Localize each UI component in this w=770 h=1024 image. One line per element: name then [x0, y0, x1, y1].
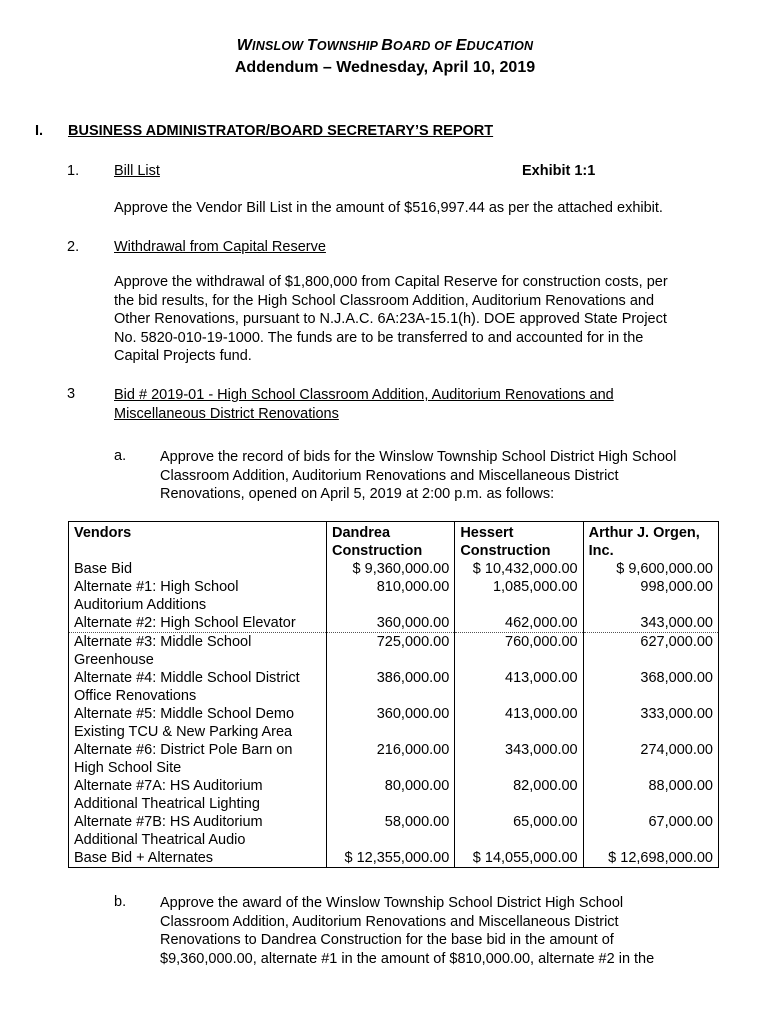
- cell-value: $ 9,600,000.00: [583, 560, 718, 578]
- item-1-exhibit: Exhibit 1:1: [522, 163, 596, 179]
- cell-value: 360,000.00: [327, 705, 455, 741]
- cell-value: 58,000.00: [327, 813, 455, 849]
- cell-value: 274,000.00: [583, 741, 718, 777]
- item-2-heading: Withdrawal from Capital Reserve: [114, 239, 326, 255]
- cell-value: 80,000.00: [327, 777, 455, 813]
- table-row: [69, 813, 719, 849]
- section-title: BUSINESS ADMINISTRATOR/BOARD SECRETARY’S REPORT: [68, 123, 494, 139]
- row-label: Base Bid: [69, 560, 327, 578]
- item-2-number: 2.: [67, 239, 80, 255]
- cell-value: $ 14,055,000.00: [455, 849, 583, 868]
- item-1-number: 1.: [67, 163, 80, 179]
- item-2-text: Approve the withdrawal of $1,800,000 from Capital Reserve for construction costs, per the bid results, for the High School Classroom Addition, Auditorium Renovations and Other Renovations, pursuant to N.J.A.C. 6A:23A-15.1(h). DOE approved State Project No. 5820-010-19-1000. The funds are to be transferred to and accounted for in the Capital Projects fund.: [114, 274, 668, 364]
- cell-value: $ 9,360,000.00: [327, 560, 455, 578]
- cell-value: 88,000.00: [583, 777, 718, 813]
- cell-value: 627,000.00: [583, 633, 718, 670]
- header-dandrea: Dandrea Construction: [327, 522, 455, 561]
- row-label: Alternate #1: High School Auditorium Additions: [69, 578, 327, 614]
- table-header-row: [69, 522, 719, 561]
- cell-value: 360,000.00: [327, 614, 455, 633]
- header-orgen: Arthur J. Orgen, Inc.: [583, 522, 718, 561]
- row-label: Alternate #7B: HS Auditorium Additional Theatrical Audio: [69, 813, 327, 849]
- item-3-heading: Bid # 2019-01 - High School Classroom Addition, Auditorium Renovations and Miscellaneous District Renovations: [114, 387, 614, 422]
- item-3a-text: Approve the record of bids for the Winslow Township School District High School Classroom Addition, Auditorium Renovations and Miscellaneous District Renovations, opened on April 5, 2019 at 2:00 p.m. as follows:: [160, 449, 677, 502]
- row-label: Alternate #3: Middle School Greenhouse: [69, 633, 327, 670]
- cell-value: 65,000.00: [455, 813, 583, 849]
- cell-value: $ 12,698,000.00: [583, 849, 718, 868]
- header-vendors: Vendors: [69, 522, 327, 561]
- row-label: Alternate #4: Middle School District Office Renovations: [69, 669, 327, 705]
- cell-value: 413,000.00: [455, 669, 583, 705]
- cell-value: 725,000.00: [327, 633, 455, 670]
- table-row: [69, 705, 719, 741]
- item-3b-letter: b.: [114, 894, 127, 910]
- cell-value: 343,000.00: [583, 614, 718, 633]
- item-1-heading: Bill List: [114, 163, 160, 179]
- table-total-row: [69, 849, 719, 868]
- item-3-number: 3: [67, 386, 76, 402]
- cell-value: 810,000.00: [327, 578, 455, 614]
- document-title: WINSLOW TOWNSHIP BOARD OF EDUCATION: [236, 37, 534, 54]
- cell-value: 1,085,000.00: [455, 578, 583, 614]
- row-label: Base Bid + Alternates: [69, 849, 327, 868]
- bid-results-table: [68, 521, 719, 868]
- cell-value: 333,000.00: [583, 705, 718, 741]
- table-row: [69, 777, 719, 813]
- table-row: [69, 560, 719, 578]
- row-label: Alternate #2: High School Elevator: [69, 614, 327, 633]
- section-number: I.: [35, 123, 44, 139]
- item-3b-text: Approve the award of the Winslow Township School District High School Classroom Addition, Auditorium Renovations and Miscellaneous District Renovations to Dandrea Construction for the base bid in the amount of $9,360,000.00, alternate #1 in the amount of $810,000.00, alternate #2 in the: [160, 895, 655, 967]
- document-subtitle: Addendum – Wednesday, April 10, 2019: [234, 59, 536, 76]
- cell-value: 67,000.00: [583, 813, 718, 849]
- cell-value: 760,000.00: [455, 633, 583, 670]
- cell-value: $ 12,355,000.00: [327, 849, 455, 868]
- row-label: Alternate #5: Middle School Demo Existing TCU & New Parking Area: [69, 705, 327, 741]
- cell-value: 368,000.00: [583, 669, 718, 705]
- table-row: [69, 633, 719, 670]
- cell-value: 386,000.00: [327, 669, 455, 705]
- item-3a-letter: a.: [114, 448, 127, 464]
- cell-value: 82,000.00: [455, 777, 583, 813]
- cell-value: 216,000.00: [327, 741, 455, 777]
- header-hessert: Hessert Construction: [455, 522, 583, 561]
- table-row: [69, 669, 719, 705]
- cell-value: 343,000.00: [455, 741, 583, 777]
- cell-value: 413,000.00: [455, 705, 583, 741]
- item-1-text: Approve the Vendor Bill List in the amount of $516,997.44 as per the attached exhibit.: [114, 200, 663, 216]
- table-row: [69, 741, 719, 777]
- row-label: Alternate #7A: HS Auditorium Additional Theatrical Lighting: [69, 777, 327, 813]
- table-row: [69, 578, 719, 614]
- cell-value: $ 10,432,000.00: [455, 560, 583, 578]
- table-row: [69, 614, 719, 633]
- cell-value: 462,000.00: [455, 614, 583, 633]
- cell-value: 998,000.00: [583, 578, 718, 614]
- row-label: Alternate #6: District Pole Barn on High School Site: [69, 741, 327, 777]
